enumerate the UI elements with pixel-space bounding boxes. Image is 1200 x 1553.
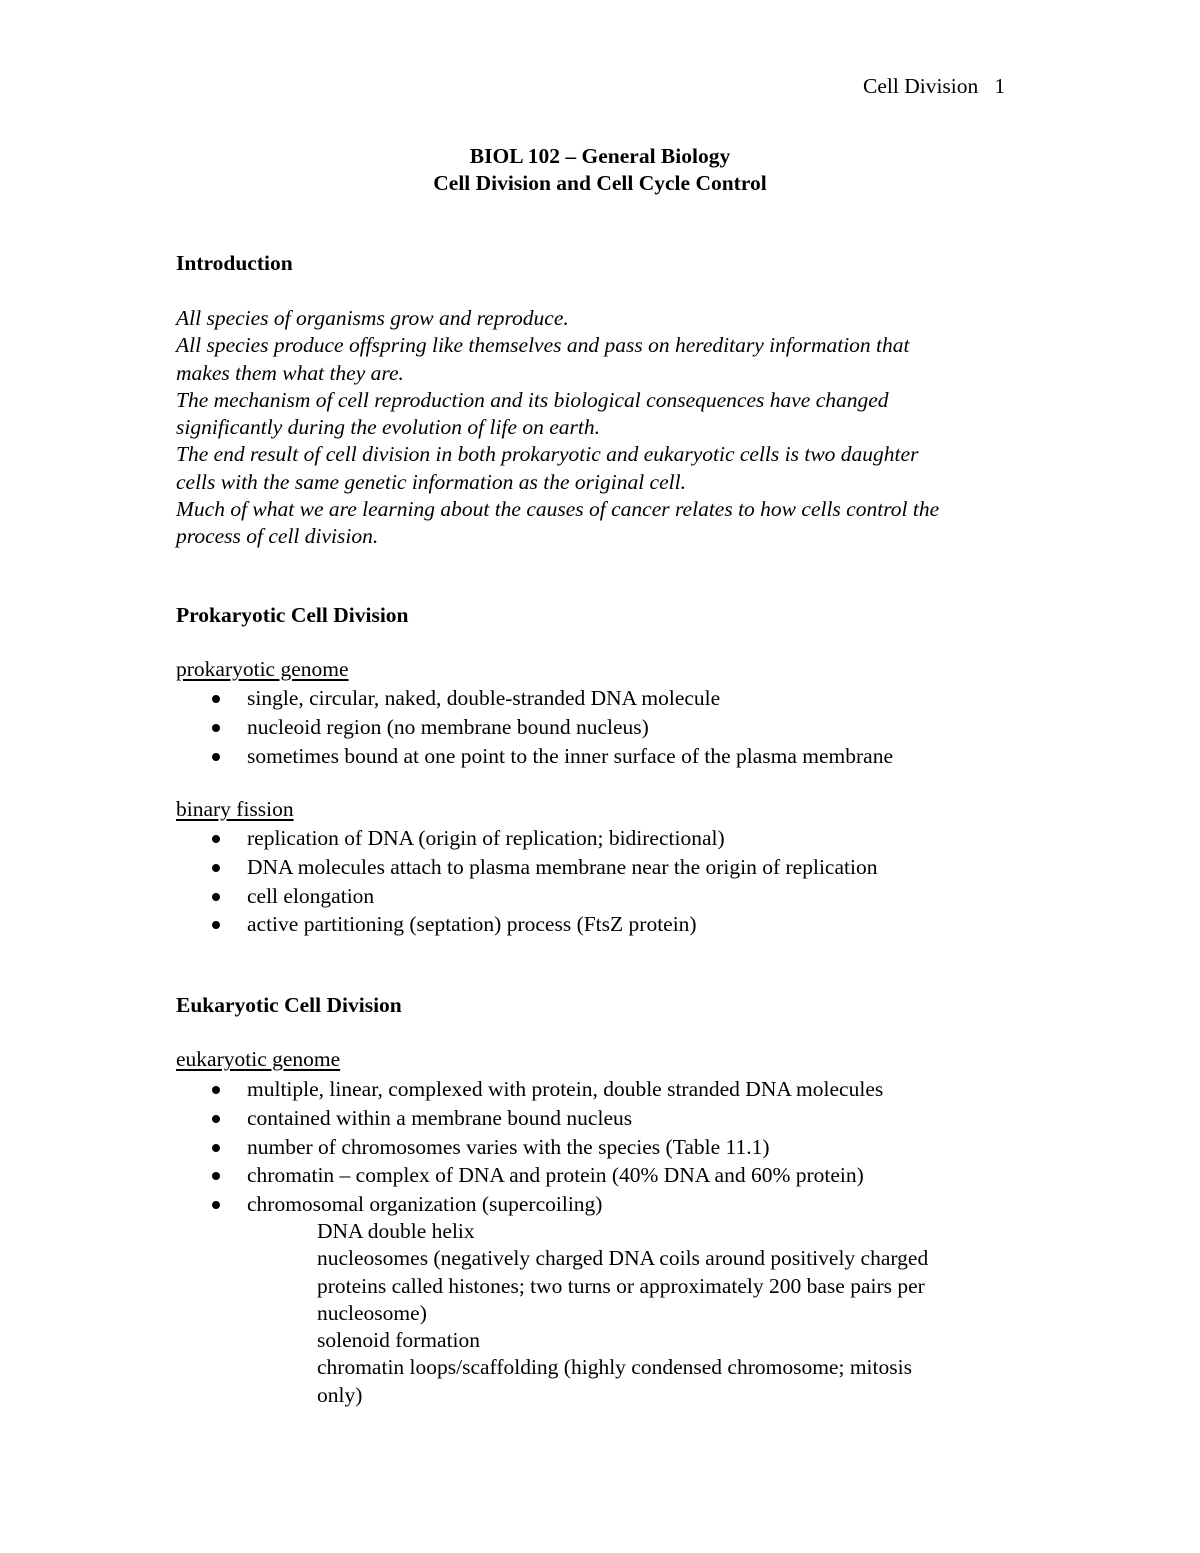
intro-line: The mechanism of cell reproduction and its biological consequences have changed [176, 387, 889, 412]
sublist-line: proteins called histones; two turns or approximately 200 base pairs per [317, 1273, 925, 1298]
eukaryotic-heading: Eukaryotic Cell Division [176, 993, 402, 1017]
intro-line: Much of what we are learning about the causes of cancer relates to how cells control the [176, 497, 940, 522]
list-item-text: DNA molecules attach to plasma membrane near the origin of replication [247, 854, 878, 879]
list-item [0, 1104, 1100, 1133]
list-item [0, 1075, 1100, 1104]
binary-fission-label: binary fission [176, 797, 294, 821]
introduction-heading: Introduction [176, 251, 293, 275]
bullet-icon [212, 1115, 220, 1123]
binary-fission-list [0, 824, 1100, 939]
list-item [0, 882, 1100, 911]
bullet-icon [212, 1172, 220, 1180]
sublist-line: only) [317, 1382, 363, 1407]
prokaryotic-heading: Prokaryotic Cell Division [176, 603, 409, 627]
eukaryotic-genome-label: eukaryotic genome [176, 1047, 341, 1071]
running-header: Cell Division 1 [863, 74, 1006, 98]
intro-line: significantly during the evolution of life on earth. [176, 415, 600, 440]
bullet-icon [212, 695, 220, 703]
intro-line: All species produce offspring like themselves and pass on hereditary information that [176, 333, 910, 358]
list-item [0, 1133, 1100, 1162]
sublist-line: nucleosome) [317, 1300, 427, 1325]
list-item-text: number of chromosomes varies with the species (Table 11.1) [247, 1134, 770, 1159]
list-item-text: contained within a membrane bound nucleus [247, 1105, 633, 1130]
bullet-icon [212, 835, 220, 843]
sublist-line: solenoid formation [317, 1328, 481, 1353]
topic-title: Cell Division and Cell Cycle Control [433, 171, 767, 196]
list-item-text: sometimes bound at one point to the inner surface of the plasma membrane [247, 743, 894, 768]
list-item [0, 824, 1100, 853]
list-item-text: replication of DNA (origin of replication; bidirectional) [247, 826, 725, 850]
chromosomal-organization-sublist [317, 1218, 1007, 1409]
list-item-text: chromosomal organization (supercoiling) [247, 1192, 603, 1217]
bullet-icon [212, 724, 220, 732]
list-item [0, 684, 1100, 713]
list-item [0, 1161, 1100, 1190]
bullet-icon [212, 864, 220, 872]
document-title [0, 143, 1200, 198]
list-item [0, 742, 1100, 771]
bullet-icon [212, 921, 220, 929]
prokaryotic-genome-list [0, 684, 1100, 770]
introduction-text [176, 305, 1026, 551]
intro-line: The end result of cell division in both prokaryotic and eukaryotic cells is two daughter [176, 442, 919, 467]
list-item-text: nucleoid region (no membrane bound nucleus) [247, 714, 649, 739]
intro-line: cells with the same genetic information as the original cell. [176, 469, 686, 494]
sublist-line: DNA double helix [317, 1219, 475, 1243]
sublist-line: nucleosomes (negatively charged DNA coils around positively charged [317, 1246, 929, 1271]
eukaryotic-genome-list [0, 1075, 1100, 1219]
bullet-icon [212, 753, 220, 761]
list-item-text: active partitioning (septation) process (FtsZ protein) [247, 912, 697, 937]
list-item-text: single, circular, naked, double-stranded DNA molecule [247, 686, 721, 710]
list-item-text: cell elongation [247, 883, 375, 908]
sublist-line: chromatin loops/scaffolding (highly condensed chromosome; mitosis [317, 1355, 912, 1380]
course-title: BIOL 102 – General Biology [469, 144, 731, 168]
intro-line: All species of organisms grow and reproduce. [176, 306, 569, 330]
list-item-text: multiple, linear, complexed with protein, double stranded DNA molecules [247, 1077, 884, 1101]
bullet-icon [212, 1201, 220, 1209]
list-item [0, 910, 1100, 939]
bullet-icon [212, 1144, 220, 1152]
list-item [0, 713, 1100, 742]
bullet-icon [212, 893, 220, 901]
prokaryotic-genome-label: prokaryotic genome [176, 657, 349, 681]
intro-line: makes them what they are. [176, 360, 404, 385]
list-item [0, 1190, 1100, 1219]
list-item-text: chromatin – complex of DNA and protein (40% DNA and 60% protein) [247, 1163, 864, 1188]
bullet-icon [212, 1086, 220, 1094]
intro-line: process of cell division. [176, 524, 379, 549]
list-item [0, 853, 1100, 882]
